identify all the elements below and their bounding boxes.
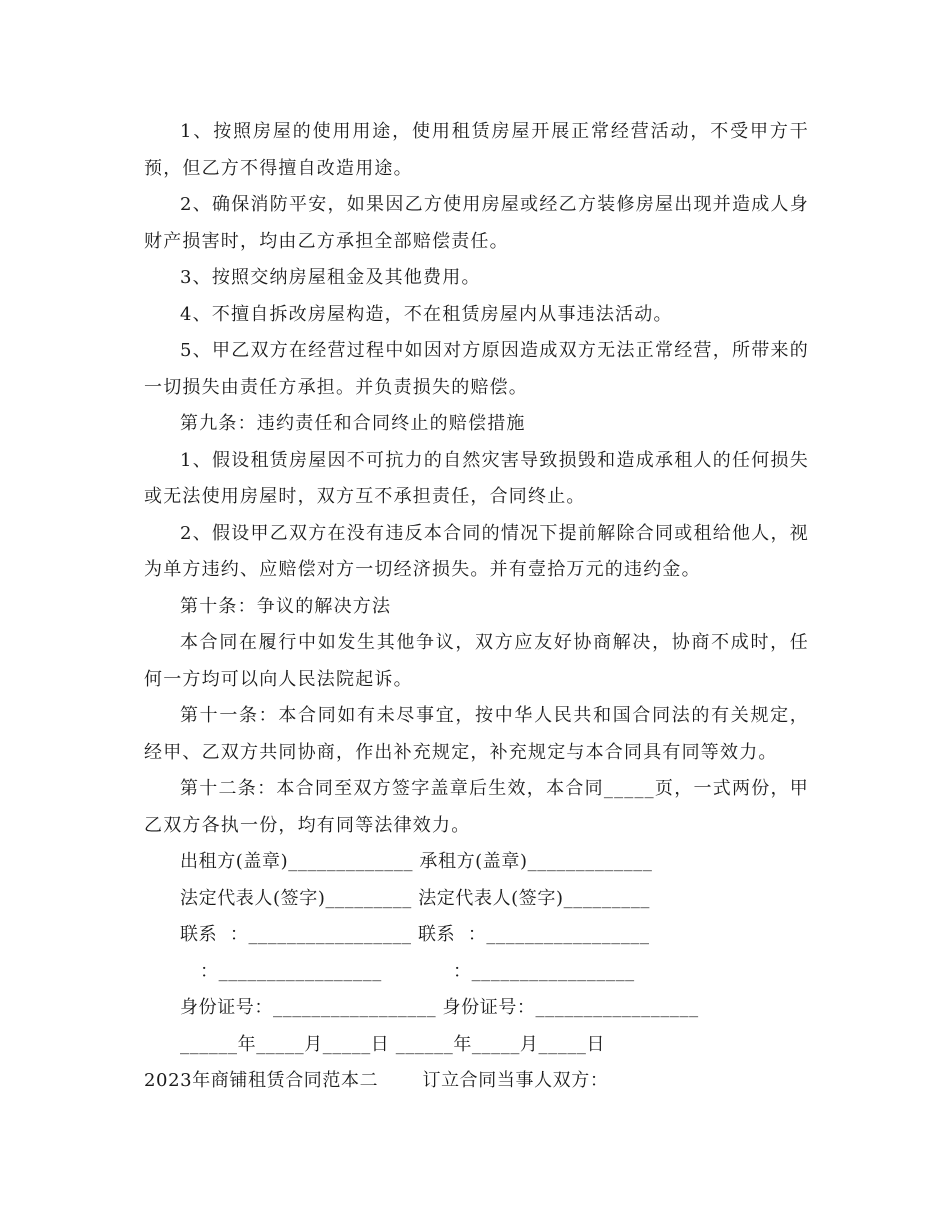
article-9-title: 第九条：违约责任和合同终止的赔偿措施 xyxy=(180,413,526,434)
signature-row-representative xyxy=(144,881,809,918)
article-12: 第十二条：本合同至双方签字盖章后生效，本合同_____页，一式两份，甲乙双方各执一份，均有同等法律效力。 xyxy=(144,778,809,836)
signature-row-extra xyxy=(144,954,809,991)
article-10-title: 第十条：争议的解决方法 xyxy=(180,595,392,617)
footer-line xyxy=(144,1063,809,1100)
article-9-item-2: 2、假设甲乙双方在没有违反本合同的情况下提前解除合同或租给他人，视为单方违约、应赔偿对方一切经济损失。并有壹拾万元的违约金。 xyxy=(144,522,809,580)
signature-row-date xyxy=(144,1027,809,1064)
lessee-representative-field: 法定代表人(签字)_________ xyxy=(418,887,651,909)
article-9-item-1: 1、假设租赁房屋因不可抗力的自然灾害导致损毁和造成承租人的任何损失或无法使用房屋时，双方互不承担责任，合同终止。 xyxy=(144,449,809,507)
clause-3: 3、按照交纳房屋租金及其他费用。 xyxy=(180,267,481,288)
lessor-seal-field: 出租方(盖章)_____________ xyxy=(180,851,414,872)
signature-row-id xyxy=(144,990,809,1027)
lessee-extra-field: ：_________________ xyxy=(452,960,635,982)
lessor-id-field: 身份证号：_________________ xyxy=(180,997,437,1018)
signature-row-contact xyxy=(144,917,809,954)
lessor-extra-field: ：_________________ xyxy=(200,960,382,982)
template-title: 2023年商铺租赁合同范本二 xyxy=(144,1070,379,1091)
clause-4: 4、不擅自拆改房屋构造，不在租赁房屋内从事违法活动。 xyxy=(180,303,673,325)
article-11: 第十一条：本合同如有未尽事宜，按中华人民共和国合同法的有关规定，经甲、乙双方共同协商，作出补充规定，补充规定与本合同具有同等效力。 xyxy=(144,705,809,763)
lessor-date-field: ______年_____月_____日 xyxy=(180,1033,390,1055)
lessee-contact-field: 联系 ：_________________ xyxy=(417,924,650,945)
clause-1: 1、按照房屋的使用用途，使用租赁房屋开展正常经营活动，不受甲方干预，但乙方不得擅自改造用途。 xyxy=(144,121,809,179)
lessee-id-field: 身份证号：_________________ xyxy=(442,997,699,1018)
clause-2: 2、确保消防平安，如果因乙方使用房屋或经乙方装修房屋出现并造成人身财产损害时，均由乙方承担全部赔偿责任。 xyxy=(144,194,809,252)
lessor-representative-field: 法定代表人(签字)_________ xyxy=(180,887,412,909)
lessee-date-field: ______年_____月_____日 xyxy=(395,1033,606,1055)
parties-heading: 订立合同当事人双方： xyxy=(422,1070,609,1091)
article-10-body: 本合同在履行中如发生其他争议，双方应友好协商解决，协商不成时，任何一方均可以向人民法院起诉。 xyxy=(144,632,809,690)
lessor-contact-field: 联系 ：_________________ xyxy=(180,924,412,945)
signature-row-seal xyxy=(144,844,809,881)
clause-5: 5、甲乙双方在经营过程中如因对方原因造成双方无法正常经营，所带来的一切损失由责任方承担。并负责损失的赔偿。 xyxy=(144,340,809,398)
document-page xyxy=(144,114,809,1100)
lessee-seal-field: 承租方(盖章)_____________ xyxy=(419,851,653,872)
